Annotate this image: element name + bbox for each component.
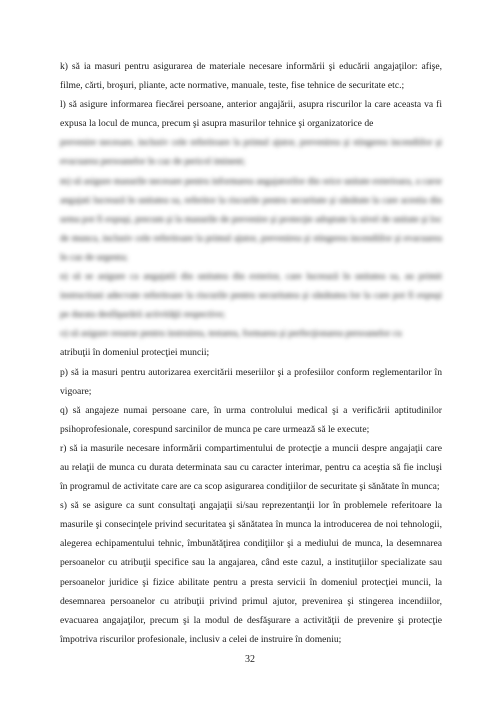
paragraph-o-continued: atribuţii în domeniul protecţiei muncii; (60, 347, 210, 359)
document-body (60, 57, 442, 649)
paragraph-q: q) să angajeze numai persoane care, în urma controlului medical şi a verificării aptitudinilor psihoprofesionale, corespund sarcinilor de munca pe care urmează să le execute; (60, 404, 442, 435)
paragraph-l-continued-blurred: prevenire necesare, inclusiv cele referitoare la primul ajutor, prevenirea şi stingerea incendiilor şi evacuarea persoanelor în caz de pericol iminent; (60, 137, 442, 168)
paragraph-m-blurred: m) să asigure masurile necesare pentru informarea angajatorilor din orice unitate exterioara, a caror angajati lucrează în unitatea sa, referitor la riscurile pentru securitate şi sănătate la care acestia din urma pot fi expuşi, precum şi la masurile de prevenire şi protecţie adoptate la nivel de unitate şi loc de munca, inclusiv cele referitoare la primul ajutor, prevenirea şi stingerea incendiilor şi evacuarea în caz de urgenta; (60, 175, 442, 263)
paragraph-o-blurred: o) să asigure resurse pentru instruirea, testarea, formarea şi perfecţionarea persoanelor cu (60, 328, 402, 340)
paragraph-l: l) să asigure informarea fiecărei persoane, anterior angajării, asupra riscurilor la care aceasta va fi expusa la locul de munca, precum şi asupra masurilor tehnice şi organizatorice de (60, 99, 442, 130)
paragraph-r: r) să ia masurile necesare informării compartimentului de protecţie a muncii despre angajaţii care au relaţii de munca cu durata determinata sau cu caracter interimar, pentru ca aceştia să fie incluşi în programul de activitate care are ca scop asigurarea condiţiilor de securitate şi sănătate în munca; (60, 442, 442, 493)
paragraph-n-blurred: n) să se asigure ca angajatii din unitatea din exterior, care lucrează în unitatea sa, au primit instructiuni adecvate referitoare la riscurile pentru securitatea şi sănătatea lor la care pot fi expuşi pe durata desfăşurării activităţii respective; (60, 271, 442, 321)
paragraph-s: s) să se asigure ca sunt consultaţi angajaţii si/sau reprezentanţii lor în problemele referitoare la masurile şi consecinţele privind securitatea şi sănătatea în munca la introducerea de noi tehnologii, alegerea echipamentului tehnic, îmbunătăţirea condiţiilor şi a mediului de munca, la desemnarea persoanelor cu atribuţii specifice sau la angajarea, când este cazul, a instituţiilor specializate sau persoanelor juridice şi fizice abilitate pentru a presta servicii în domeniul protecţiei muncii, la desemnarea persoanelor cu atribuţii privind primul ajutor, prevenirea şi stingerea incendiilor, evacuarea angajaţilor, precum şi la modul de desfăşurare a activităţii de prevenire şi protecţie împotriva riscurilor profesionale, inclusiv a celei de instruire în domeniu; (60, 500, 442, 645)
page-number: 32 (245, 654, 255, 665)
paragraph-p: p) să ia masuri pentru autorizarea exercitării meseriilor şi a profesiilor conform reglementarilor în vigoare; (60, 366, 442, 397)
paragraph-k: k) să ia masuri pentru asigurarea de materiale necesare informării şi educării angajaţilor: afişe, filme, cărti, broşuri, pliante, acte normative, manuale, teste, fise tehnice de securitate etc.; (60, 61, 442, 92)
